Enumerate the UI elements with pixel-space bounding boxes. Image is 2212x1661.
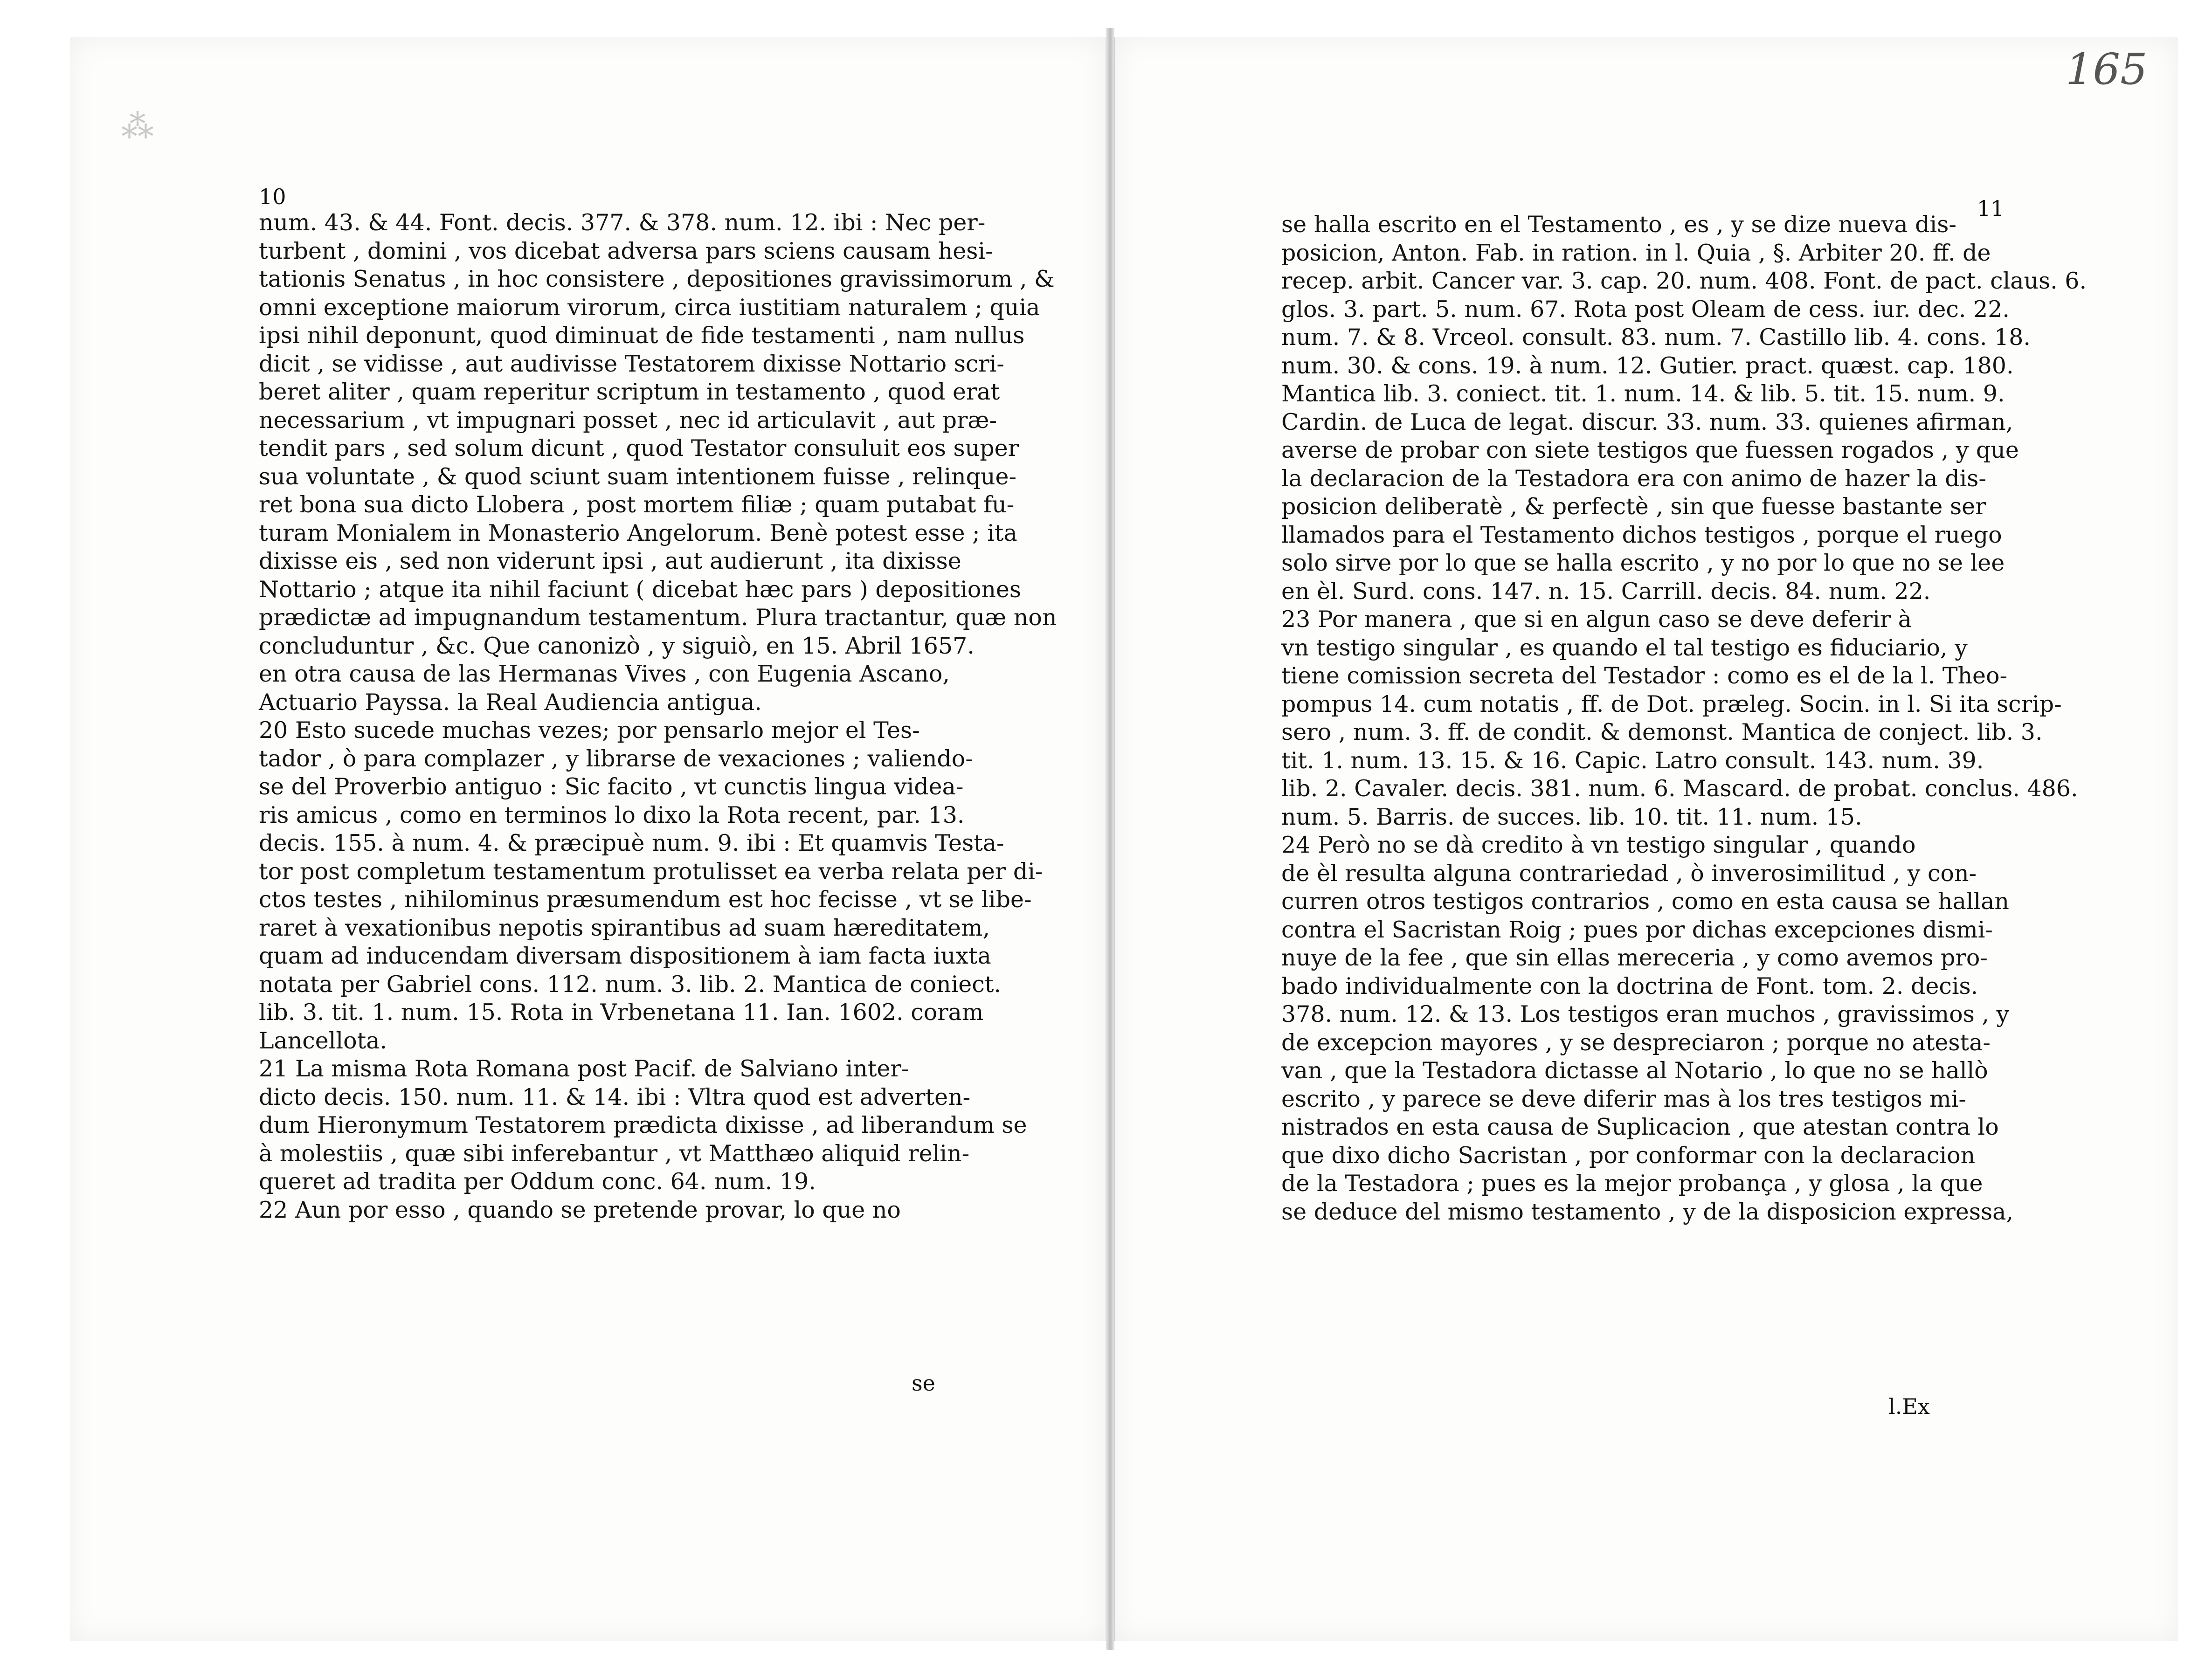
text-line: quam ad inducendam diversam dispositionem à iam facta iuxta bbox=[259, 943, 991, 969]
text-line: sero , num. 3. ff. de condit. & demonst. Mantica de conject. lib. 3. bbox=[1281, 719, 2043, 745]
text-line: ipsi nihil deponunt, quod diminuat de fide testamenti , nam nullus bbox=[259, 322, 1025, 349]
text-line: 20 Esto sucede muchas vezes; por pensarlo mejor el Tes- bbox=[259, 717, 920, 744]
text-line: à molestiis , quæ sibi inferebantur , vt Matthæo aliquid relin- bbox=[259, 1140, 970, 1167]
text-line: 22 Aun por esso , quando se pretende provar, lo que no bbox=[259, 1196, 901, 1223]
text-line: contra el Sacristan Roig ; pues por dichas excepciones dismi- bbox=[1281, 916, 1993, 943]
text-line: nuye de la fee , que sin ellas mereceria , y como avemos pro- bbox=[1281, 944, 1988, 971]
text-line: glos. 3. part. 5. num. 67. Rota post Oleam de cess. iur. dec. 22. bbox=[1281, 296, 2010, 323]
text-line: tendit pars , sed solum dicunt , quod Testator consuluit eos super bbox=[259, 435, 1019, 462]
text-line: 21 La misma Rota Romana post Pacif. de Salviano inter- bbox=[259, 1055, 909, 1082]
text-line: de excepcion mayores , y se despreciaron ; porque no atesta- bbox=[1281, 1029, 1991, 1056]
text-line: recep. arbit. Cancer var. 3. cap. 20. num. 408. Font. de pact. claus. 6. bbox=[1281, 268, 2087, 294]
text-line: omni exceptione maiorum virorum, circa iustitiam naturalem ; quia bbox=[259, 294, 1040, 321]
right-catchword: l.Ex bbox=[1888, 1394, 1930, 1419]
text-line: curren otros testigos contrarios , como en esta causa se hallan bbox=[1281, 888, 2009, 915]
text-line: queret ad tradita per Oddum conc. 64. num. 19. bbox=[259, 1168, 816, 1195]
text-line: turam Monialem in Monasterio Angelorum. Benè potest esse ; ita bbox=[259, 519, 1017, 546]
text-line: que dixo dicho Sacristan , por conformar con la declaracion bbox=[1281, 1142, 1976, 1169]
text-line: posicion deliberatè , & perfectè , sin que fuesse bastante ser bbox=[1281, 493, 1986, 520]
text-line: se deduce del mismo testamento , y de la disposicion expressa, bbox=[1281, 1198, 2013, 1225]
text-line: pompus 14. cum notatis , ff. de Dot. præleg. Socin. in l. Si ita scrip- bbox=[1281, 690, 2062, 717]
text-line: dixisse eis , sed non viderunt ipsi , aut audierunt , ita dixisse bbox=[259, 548, 961, 574]
text-line: dicto decis. 150. num. 11. & 14. ibi : Vltra quod est adverten- bbox=[259, 1083, 971, 1110]
text-line: escrito , y parece se deve diferir mas à los tres testigos mi- bbox=[1281, 1085, 1966, 1112]
text-line: notata per Gabriel cons. 112. num. 3. lib. 2. Mantica de coniect. bbox=[259, 971, 1001, 998]
text-line: num. 5. Barris. de succes. lib. 10. tit. 11. num. 15. bbox=[1281, 803, 1862, 830]
text-line: necessarium , vt impugnari posset , nec id articulavit , aut præ- bbox=[259, 407, 997, 434]
text-line: tit. 1. num. 13. 15. & 16. Capic. Latro consult. 143. num. 39. bbox=[1281, 747, 1984, 774]
text-line: en èl. Surd. cons. 147. n. 15. Carrill. decis. 84. num. 22. bbox=[1281, 578, 1931, 605]
text-line: Mantica lib. 3. coniect. tit. 1. num. 14. & lib. 5. tit. 15. num. 9. bbox=[1281, 380, 2005, 407]
text-line: tor post completum testamentum protulisset ea verba relata per di- bbox=[259, 858, 1043, 885]
text-line: lib. 2. Cavaler. decis. 381. num. 6. Mascard. de probat. conclus. 486. bbox=[1281, 775, 2078, 802]
text-line: turbent , domini , vos dicebat adversa pars sciens causam hesi- bbox=[259, 237, 993, 264]
text-line: se del Proverbio antiguo : Sic facito , vt cunctis lingua videa- bbox=[259, 773, 964, 800]
text-line: en otra causa de las Hermanas Vives , con Eugenia Ascano, bbox=[259, 661, 950, 687]
text-line: Nottario ; atque ita nihil faciunt ( dicebat hæc pars ) depositiones bbox=[259, 576, 1022, 603]
text-line: 23 Por manera , que si en algun caso se deve deferir à bbox=[1281, 606, 1912, 633]
text-line: la declaracion de la Testadora era con animo de hazer la dis- bbox=[1281, 465, 1986, 492]
left-page-number: 10 bbox=[259, 184, 286, 209]
text-line: sua voluntate , & quod sciunt suam intentionem fuisse , relinque- bbox=[259, 463, 1017, 490]
right-page-number: 11 bbox=[1977, 196, 2005, 221]
text-line: raret à vexationibus nepotis spirantibus ad suam hæreditatem, bbox=[259, 914, 990, 941]
text-line: tiene comission secreta del Testador : como es el de la l. Theo- bbox=[1281, 662, 2008, 689]
text-line: ret bona sua dicto Llobera , post mortem filiæ ; quam putabat fu- bbox=[259, 491, 1015, 518]
text-line: num. 43. & 44. Font. decis. 377. & 378. num. 12. ibi : Nec per- bbox=[259, 209, 986, 236]
text-line: concluduntur , &c. Que canonizò , y siguiò, en 15. Abril 1657. bbox=[259, 632, 975, 659]
book-gutter bbox=[1106, 28, 1114, 1650]
text-line: de èl resulta alguna contrariedad , ò inverosimilitud , y con- bbox=[1281, 860, 1977, 887]
ink-stain-mark: ⁂ bbox=[121, 107, 154, 145]
text-line: dum Hieronymum Testatorem prædicta dixisse , ad liberandum se bbox=[259, 1112, 1027, 1138]
text-line: tationis Senatus , in hoc consistere , depositiones gravissimorum , & bbox=[259, 266, 1055, 292]
text-line: de la Testadora ; pues es la mejor probança , y glosa , la que bbox=[1281, 1170, 1983, 1197]
text-line: prædictæ ad impugnandum testamentum. Plura tractantur, quæ non bbox=[259, 604, 1057, 631]
text-line: averse de probar con siete testigos que fuessen rogados , y que bbox=[1281, 437, 2019, 463]
text-line: se halla escrito en el Testamento , es , y se dize nueva dis- bbox=[1281, 211, 1956, 238]
text-line: Actuario Payssa. la Real Audiencia antigua. bbox=[259, 689, 762, 716]
left-catchword: se bbox=[912, 1371, 935, 1396]
right-text-column bbox=[1281, 211, 2087, 1226]
text-line: dicit , se vidisse , aut audivisse Testatorem dixisse Nottario scri- bbox=[259, 350, 1004, 377]
text-line: beret aliter , quam reperitur scriptum in testamento , quod erat bbox=[259, 379, 1000, 405]
text-line: Lancellota. bbox=[259, 1027, 387, 1054]
text-line: posicion, Anton. Fab. in ration. in l. Quia , §. Arbiter 20. ff. de bbox=[1281, 239, 1991, 266]
text-line: solo sirve por lo que se halla escrito , y no por lo que no se lee bbox=[1281, 550, 2005, 576]
text-line: ris amicus , como en terminos lo dixo la Rota recent, par. 13. bbox=[259, 801, 965, 828]
text-line: nistrados en esta causa de Suplicacion , que atestan contra lo bbox=[1281, 1114, 1999, 1140]
text-line: decis. 155. à num. 4. & præcipuè num. 9. ibi : Et quamvis Testa- bbox=[259, 830, 1004, 856]
left-text-column bbox=[259, 209, 1057, 1224]
text-line: 24 Però no se dà credito à vn testigo singular , quando bbox=[1281, 832, 1916, 858]
text-line: num. 30. & cons. 19. à num. 12. Gutier. pract. quæst. cap. 180. bbox=[1281, 352, 2014, 379]
text-line: vn testigo singular , es quando el tal testigo es fiduciario, y bbox=[1281, 634, 1968, 661]
text-line: bado individualmente con la doctrina de Font. tom. 2. decis. bbox=[1281, 972, 1978, 999]
text-line: Cardin. de Luca de legat. discur. 33. num. 33. quienes afirman, bbox=[1281, 408, 2013, 435]
text-line: tador , ò para complazer , y librarse de vexaciones ; valiendo- bbox=[259, 745, 973, 772]
text-line: ctos testes , nihilominus præsumendum est hoc fecisse , vt se libe- bbox=[259, 886, 1032, 913]
handwritten-folio-number: 165 bbox=[2066, 44, 2148, 94]
text-line: num. 7. & 8. Vrceol. consult. 83. num. 7. Castillo lib. 4. cons. 18. bbox=[1281, 324, 2031, 351]
text-line: 378. num. 12. & 13. Los testigos eran muchos , gravissimos , y bbox=[1281, 1001, 2010, 1027]
text-line: lib. 3. tit. 1. num. 15. Rota in Vrbenetana 11. Ian. 1602. coram bbox=[259, 999, 984, 1026]
text-line: llamados para el Testamento dichos testigos , porque el ruego bbox=[1281, 521, 2002, 548]
text-line: van , que la Testadora dictasse al Notario , lo que no se hallò bbox=[1281, 1057, 1988, 1084]
